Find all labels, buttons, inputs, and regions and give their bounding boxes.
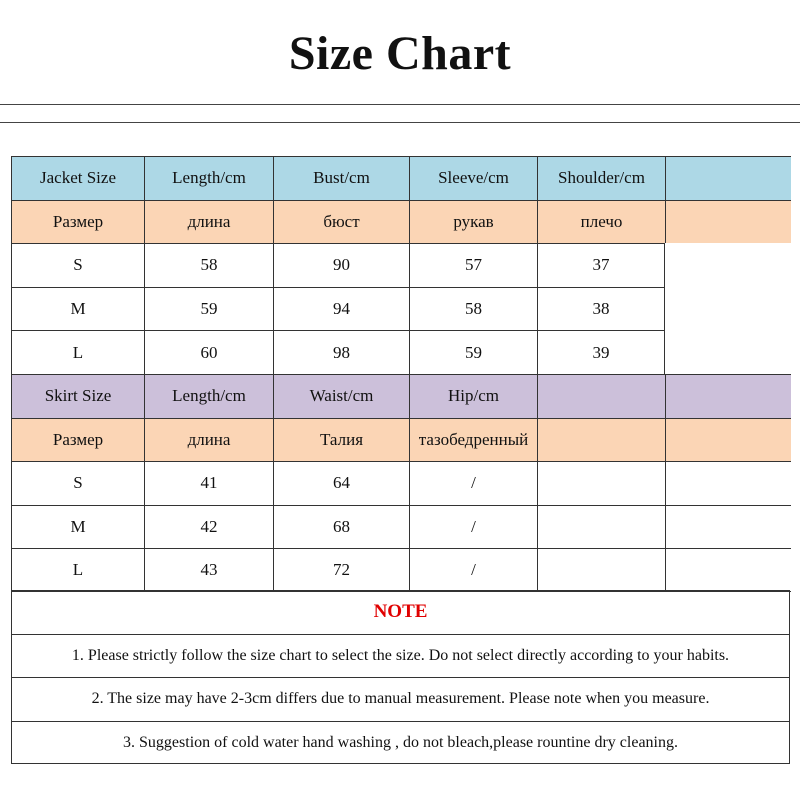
table-row-jacket-s-size: S <box>11 243 144 287</box>
jacket-ru-sleeve: рукав <box>409 200 537 244</box>
table-row-skirt-s-size: S <box>11 461 144 505</box>
skirt-ru-size: Размер <box>11 418 144 462</box>
jacket-ru-bust: бюст <box>273 200 409 244</box>
skirt-header-extra <box>665 374 791 418</box>
skirt-ru-empty <box>537 418 665 462</box>
skirt-ru-length: длина <box>144 418 273 462</box>
skirt-l-hip: / <box>409 548 537 592</box>
skirt-m-hip: / <box>409 505 537 549</box>
skirt-header-length: Length/cm <box>144 374 273 418</box>
skirt-s-hip: / <box>409 461 537 505</box>
skirt-header-empty <box>537 374 665 418</box>
skirt-s-waist: 64 <box>273 461 409 505</box>
jacket-header-length: Length/cm <box>144 156 273 200</box>
jacket-header-extra <box>665 156 791 200</box>
skirt-ru-extra <box>665 418 791 462</box>
skirt-header-size: Skirt Size <box>11 374 144 418</box>
note-header <box>11 590 790 634</box>
size-table <box>11 156 791 592</box>
jacket-m-sleeve: 58 <box>409 287 537 331</box>
skirt-m-empty <box>537 505 665 549</box>
jacket-m-bust: 94 <box>273 287 409 331</box>
skirt-m-waist: 68 <box>273 505 409 549</box>
divider-bottom <box>0 122 800 123</box>
table-row-skirt-m-size: M <box>11 505 144 549</box>
skirt-l-waist: 72 <box>273 548 409 592</box>
note-item-2: 2. The size may have 2-3cm differs due to manual measurement. Please note when you measure. <box>11 677 790 721</box>
jacket-l-bust: 98 <box>273 330 409 374</box>
skirt-m-length: 42 <box>144 505 273 549</box>
jacket-header-size: Jacket Size <box>11 156 144 200</box>
skirt-l-length: 43 <box>144 548 273 592</box>
table-row-jacket-l-size: L <box>11 330 144 374</box>
jacket-s-sleeve: 57 <box>409 243 537 287</box>
skirt-ru-waist: Талия <box>273 418 409 462</box>
jacket-ru-length: длина <box>144 200 273 244</box>
jacket-l-length: 60 <box>144 330 273 374</box>
divider-top <box>0 104 800 105</box>
skirt-header-hip: Hip/cm <box>409 374 537 418</box>
note-item-1: 1. Please strictly follow the size chart to select the size. Do not select directly according to your habits. <box>11 634 790 678</box>
jacket-l-shoulder: 39 <box>537 330 665 374</box>
jacket-header-shoulder: Shoulder/cm <box>537 156 665 200</box>
jacket-ru-extra <box>665 200 791 244</box>
skirt-header-waist: Waist/cm <box>273 374 409 418</box>
skirt-l-empty <box>537 548 665 592</box>
skirt-ru-hip: тазобедренный <box>409 418 537 462</box>
table-row-skirt-l-size: L <box>11 548 144 592</box>
jacket-header-sleeve: Sleeve/cm <box>409 156 537 200</box>
skirt-s-empty <box>537 461 665 505</box>
jacket-s-bust: 90 <box>273 243 409 287</box>
note-title: NOTE <box>373 601 428 623</box>
table-row-jacket-m-size: M <box>11 287 144 331</box>
jacket-header-bust: Bust/cm <box>273 156 409 200</box>
jacket-l-sleeve: 59 <box>409 330 537 374</box>
skirt-s-length: 41 <box>144 461 273 505</box>
jacket-m-length: 59 <box>144 287 273 331</box>
jacket-s-shoulder: 37 <box>537 243 665 287</box>
note-item-3: 3. Suggestion of cold water hand washing , do not bleach,please rountine dry cleaning. <box>11 721 790 765</box>
jacket-s-length: 58 <box>144 243 273 287</box>
jacket-ru-shoulder: плечо <box>537 200 665 244</box>
notes-section <box>11 590 790 764</box>
jacket-m-shoulder: 38 <box>537 287 665 331</box>
page-title: Size Chart <box>288 27 512 80</box>
jacket-ru-size: Размер <box>11 200 144 244</box>
